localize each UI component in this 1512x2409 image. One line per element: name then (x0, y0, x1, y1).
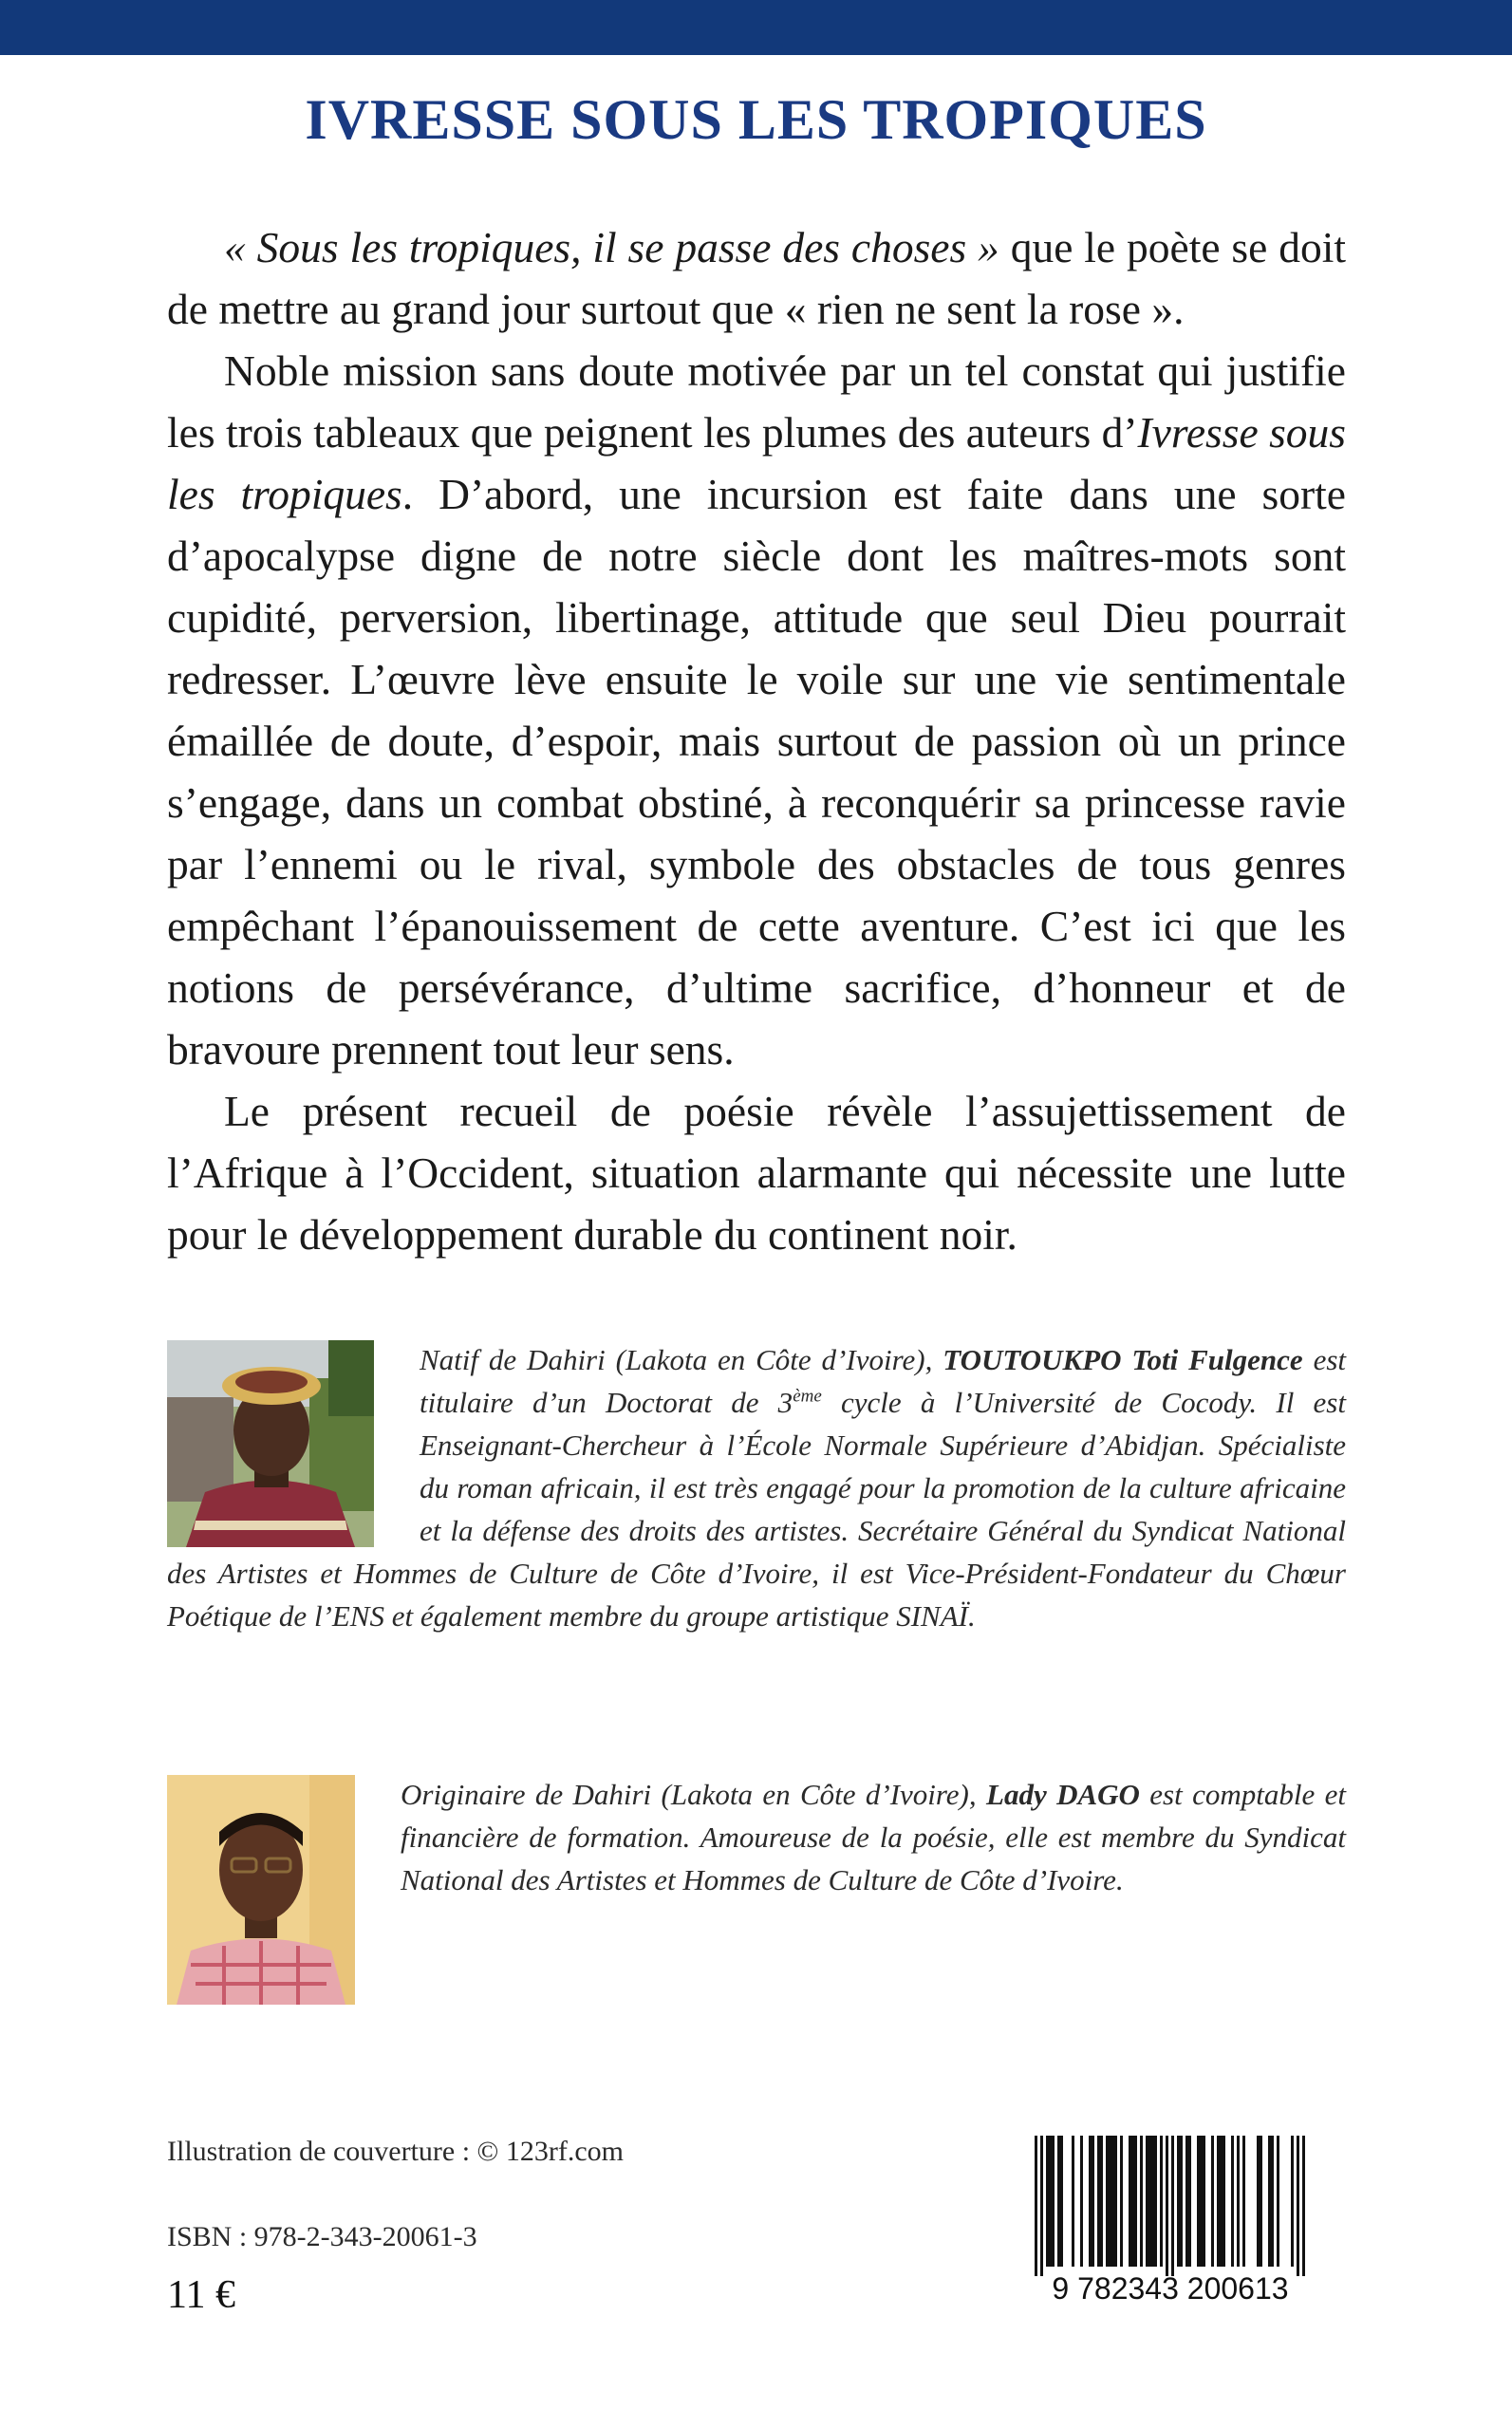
blurb-paragraph-2: Noble mission sans doute motivée par un tel constat qui justifie les trois tableaux que peignent les plumes des auteurs d’Ivresse sous les tropiques. D’abord, une incursion est faite dans une sorte d’apocalypse digne de notre siècle dont les maîtres-mots sont cupidité, perversion, libertinage, attitude que seul Dieu pourrait redresser. L’œuvre lève ensuite le voile sur une vie sentimentale émaillée de doute, d’espoir, mais surtout de passion où un prince s’engage, dans un combat obstiné, à reconquérir sa princesse ravie par l’ennemi ou le rival, symbole des obstacles de tous genres empêchant l’épanouissement de cette aventure. C’est ici que les notions de persévérance, d’ultime sacrifice, d’honneur et de bravoure prennent tout leur sens. (167, 346, 1346, 1074)
book-title-inline: Ivresse sous les tropiques (167, 408, 1346, 518)
barcode-bar (1166, 2136, 1168, 2276)
barcode-bar (1154, 2136, 1157, 2267)
barcode-bar (1092, 2136, 1094, 2267)
isbn-barcode (1008, 2132, 1334, 2306)
barcode-bar (1052, 2136, 1055, 2267)
barcode-bar (1268, 2136, 1271, 2267)
top-color-bar (0, 0, 1512, 55)
barcode-bar (1160, 2136, 1163, 2267)
barcode-bar (1072, 2136, 1074, 2267)
barcode-bar (1146, 2136, 1148, 2267)
barcode-bar (1217, 2136, 1220, 2267)
barcode-bar (1223, 2136, 1225, 2267)
barcode-bar (1131, 2136, 1134, 2267)
author-photo-toutoukpo (167, 1340, 374, 1547)
barcode-bar (1257, 2136, 1260, 2267)
barcode-bar (1057, 2136, 1060, 2267)
barcode-bar (1231, 2136, 1234, 2267)
barcode-bar (1220, 2136, 1223, 2267)
back-cover-blurb (167, 216, 1346, 1265)
barcode-bar (1185, 2136, 1188, 2267)
barcode-bar (1302, 2136, 1305, 2276)
barcode-bar (1237, 2136, 1240, 2267)
barcode-bar (1148, 2136, 1151, 2267)
barcode-bar (1109, 2136, 1111, 2267)
barcode-bar (1049, 2136, 1052, 2267)
blurb-paragraph-3: Le présent recueil de poésie révèle l’assujettissement de l’Afrique à l’Occident, situation alarmante qui nécessite une lutte pour le développement durable du continent noir. (167, 1087, 1346, 1259)
barcode-bar (1134, 2136, 1137, 2267)
barcode-bar (1060, 2136, 1063, 2267)
barcode-bar (1200, 2136, 1203, 2267)
barcode-bar (1046, 2136, 1049, 2267)
cover-illustration-credit: Illustration de couverture : © 123rf.com (167, 2136, 624, 2167)
price: 11 € (167, 2273, 235, 2317)
author-photo-dago (167, 1775, 355, 2005)
barcode-bar (1114, 2136, 1117, 2267)
barcode-bar (1260, 2136, 1262, 2267)
barcode-bar (1106, 2136, 1109, 2267)
barcode-bar (1151, 2136, 1154, 2267)
author-bio-toutoukpo: Natif de Dahiri (Lakota en Côte d’Ivoire), TOUTOUKPO Toti Fulgence est titulaire d’un Doctorat de 3ème cycle à l’Université de Cocody. Il est Enseignant-Chercheur à l’École Normale Supérieure d’Abidjan. Spécialiste du roman africain, il est très engagé pour la promotion de la culture africaine et la défense des droits des artistes. Secrétaire Général du Syndicat National des Artistes et Hommes de Culture de Côte d’Ivoire, il est Vice-Président-Fondateur du Chœur Poétique de l’ENS et également membre du groupe artistique SINAÏ. (167, 1338, 1346, 1637)
barcode-bar (1097, 2136, 1100, 2267)
isbn: ISBN : 978-2-343-20061-3 (167, 2221, 477, 2252)
barcode-bar (1080, 2136, 1083, 2267)
book-title: IVRESSE SOUS LES TROPIQUES (305, 88, 1207, 151)
barcode-bar (1089, 2136, 1092, 2267)
author-name-toutoukpo: TOUTOUKPO Toti Fulgence (943, 1343, 1303, 1376)
barcode-bar (1211, 2136, 1214, 2267)
opening-quote: « Sous les tropiques, il se passe des choses » (224, 223, 999, 271)
barcode-bar (1297, 2136, 1299, 2276)
barcode-bar (1242, 2136, 1245, 2267)
barcode-bar (1203, 2136, 1205, 2267)
barcode-digits: 9 782343 200613 (1052, 2271, 1289, 2306)
barcode-bar (1040, 2136, 1043, 2276)
barcode-bar (1188, 2136, 1191, 2267)
barcode-bar (1177, 2136, 1180, 2267)
barcode-bar (1129, 2136, 1131, 2267)
barcode-bar (1277, 2136, 1279, 2267)
blurb-paragraph-1: « Sous les tropiques, il se passe des choses » que le poète se doit de mettre au grand jour surtout que « rien ne sent la rose ». (167, 223, 1346, 333)
barcode-bar (1140, 2136, 1143, 2267)
barcode-bar (1111, 2136, 1114, 2267)
barcode-bar (1035, 2136, 1037, 2276)
barcode-bar (1291, 2136, 1294, 2267)
barcode-bar (1100, 2136, 1103, 2267)
barcode-bar (1197, 2136, 1200, 2267)
author-name-dago: Lady DAGO (986, 1778, 1140, 1811)
barcode-bar (1271, 2136, 1274, 2267)
barcode-bar (1180, 2136, 1183, 2267)
barcode-bar (1171, 2136, 1174, 2276)
barcode-bar (1120, 2136, 1123, 2267)
author-bio-dago: Originaire de Dahiri (Lakota en Côte d’Ivoire), Lady DAGO est comptable et financière de formation. Amoureuse de la poésie, elle est membre du Syndicat National des Artistes et Hommes de Culture de Côte d’Ivoire. (167, 1773, 1346, 2005)
